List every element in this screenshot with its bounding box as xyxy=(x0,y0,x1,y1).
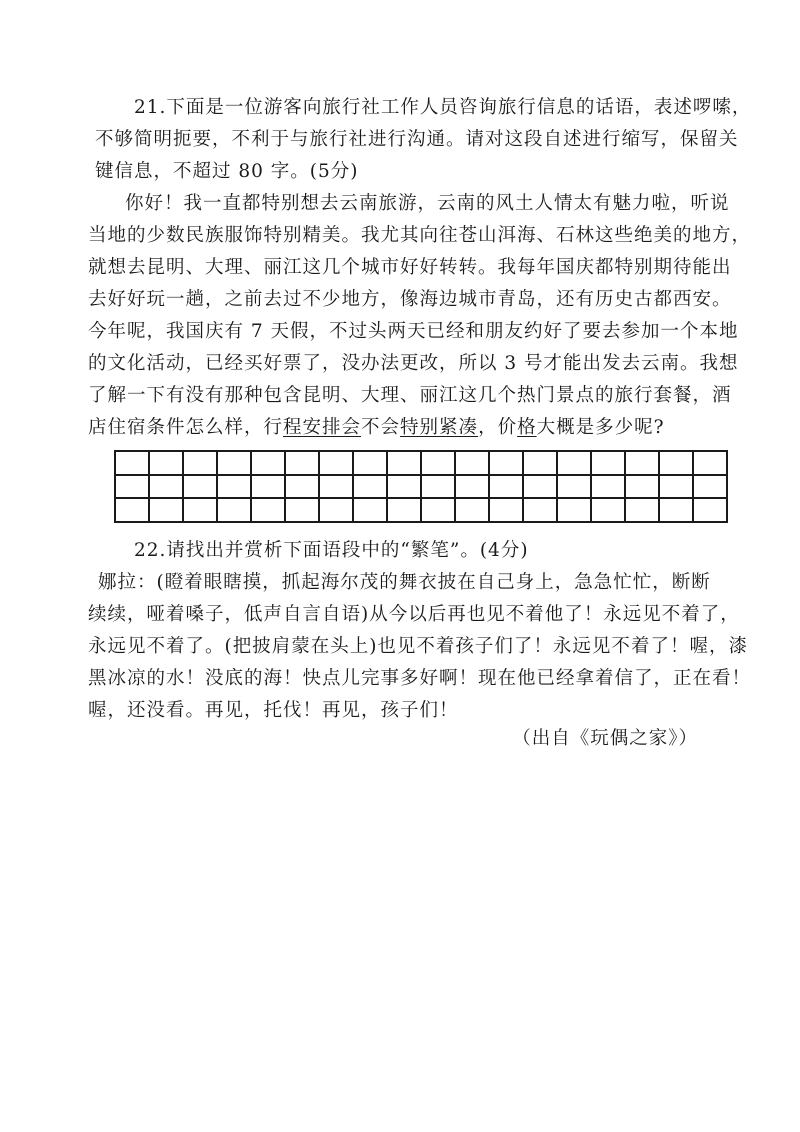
answer-grid-cell[interactable] xyxy=(626,499,660,523)
answer-grid-cell[interactable] xyxy=(252,499,286,523)
answer-grid-cell[interactable] xyxy=(218,499,252,523)
answer-grid-cell[interactable] xyxy=(456,452,490,476)
q22-passage-line-4: 黑冰凉的水！没底的海！快点儿完事多好啊！现在他已经拿着信了，正在看！ xyxy=(88,668,752,689)
q22-passage-line-2: 续续，哑着嗓子，低声自言自语)从今以后再也见不着他了！永远见不着了， xyxy=(88,604,740,625)
q22-source-citation: （出自《玩偶之家》） xyxy=(512,728,698,749)
q21-prompt-line-3: 键信息，不超过 80 字。(5分) xyxy=(95,161,359,182)
answer-grid-cell[interactable] xyxy=(354,499,388,523)
answer-grid-cell[interactable] xyxy=(626,452,660,476)
answer-grid-cell[interactable] xyxy=(660,452,694,476)
answer-grid-cell[interactable] xyxy=(388,499,422,523)
answer-grid-cell[interactable] xyxy=(218,476,252,500)
q21-passage-line-4: 去好好玩一趟，之前去过不少地方，像海边城市青岛，还有历史古都西安。 xyxy=(88,289,732,310)
answer-grid-cell[interactable] xyxy=(558,476,592,500)
answer-grid-cell[interactable] xyxy=(660,476,694,500)
answer-grid-cell[interactable] xyxy=(592,499,626,523)
answer-grid-cell[interactable] xyxy=(320,476,354,500)
answer-grid-cell[interactable] xyxy=(558,499,592,523)
answer-grid-cell[interactable] xyxy=(218,452,252,476)
answer-grid-cell[interactable] xyxy=(626,476,660,500)
answer-grid-cell[interactable] xyxy=(422,476,456,500)
answer-grid-cell[interactable] xyxy=(252,452,286,476)
q21-underlined-phrase-3: 格 xyxy=(517,417,537,438)
answer-grid-cell[interactable] xyxy=(116,452,150,476)
q21-last-line-part-g: 大概是多少呢? xyxy=(536,417,665,438)
answer-grid-cell[interactable] xyxy=(150,476,184,500)
answer-grid-cell[interactable] xyxy=(354,476,388,500)
answer-grid-cell[interactable] xyxy=(490,499,524,523)
answer-grid-cell[interactable] xyxy=(456,476,490,500)
answer-grid-cell[interactable] xyxy=(286,476,320,500)
q21-underlined-phrase-2: 特别紧凑 xyxy=(400,417,479,438)
answer-grid-cell[interactable] xyxy=(524,499,558,523)
answer-grid-cell[interactable] xyxy=(320,499,354,523)
answer-grid-cell[interactable] xyxy=(490,476,524,500)
q21-passage-line-3: 就想去昆明、大理、丽江这几个城市好好转转。我每年国庆都特别期待能出 xyxy=(88,257,732,278)
q21-underlined-phrase-1: 程安排会 xyxy=(283,417,362,438)
q22-passage-line-3: 永远见不着了。(把披肩蒙在头上)也见不着孩子们了！永远见不着了！喔，漆 xyxy=(88,636,748,657)
answer-grid-cell[interactable] xyxy=(694,476,728,500)
q21-passage-line-7: 了解一下有没有那种包含昆明、大理、丽江这几个热门景点的旅行套餐，酒 xyxy=(88,385,732,406)
answer-grid-cell[interactable] xyxy=(184,476,218,500)
q21-passage-line-2: 当地的少数民族服饰特别精美。我尤其向往苍山洱海、石林这些绝美的地方， xyxy=(88,225,752,246)
q21-last-line-part-e: ，价 xyxy=(478,417,518,438)
answer-grid-cell[interactable] xyxy=(388,476,422,500)
answer-grid-cell[interactable] xyxy=(150,499,184,523)
answer-grid-cell[interactable] xyxy=(592,476,626,500)
answer-grid-cell[interactable] xyxy=(252,476,286,500)
q21-prompt-line-1: 21.下面是一位游客向旅行社工作人员咨询旅行信息的话语，表述啰嗦， xyxy=(134,97,752,118)
answer-grid-cell[interactable] xyxy=(422,499,456,523)
answer-grid-cell[interactable] xyxy=(286,499,320,523)
q22-prompt: 22.请找出并赏析下面语段中的“繁笔”。(4分) xyxy=(134,540,529,561)
answer-grid-cell[interactable] xyxy=(150,452,184,476)
answer-grid-cell[interactable] xyxy=(184,452,218,476)
answer-grid-cell[interactable] xyxy=(524,452,558,476)
answer-grid[interactable] xyxy=(114,450,728,523)
q21-passage-line-1: 你好！我一直都特别想去云南旅游，云南的风土人情太有魅力啦，听说 xyxy=(125,193,730,214)
answer-grid-cell[interactable] xyxy=(524,476,558,500)
answer-grid-cell[interactable] xyxy=(184,499,218,523)
q21-last-line-part-a: 店住宿条件怎么样，行 xyxy=(88,417,284,438)
q21-passage-line-6: 的文化活动，已经买好票了，没办法更改，所以 3 号才能出发去云南。我想 xyxy=(88,353,739,374)
answer-grid-cell[interactable] xyxy=(694,499,728,523)
answer-grid-cell[interactable] xyxy=(422,452,456,476)
answer-grid-cell[interactable] xyxy=(354,452,388,476)
answer-grid-cell[interactable] xyxy=(694,452,728,476)
answer-grid-cell[interactable] xyxy=(388,452,422,476)
answer-grid-cell[interactable] xyxy=(116,499,150,523)
q21-last-line-part-c: 不会 xyxy=(361,417,401,438)
q22-passage-line-1: 娜拉：(瞪着眼瞎摸，抓起海尔茂的舞衣披在自己身上，急急忙忙，断断 xyxy=(98,572,711,593)
q21-passage-line-5: 今年呢，我国庆有 7 天假，不过头两天已经和朋友约好了要去参加一个本地 xyxy=(88,321,739,342)
q21-prompt-line-2: 不够简明扼要，不利于与旅行社进行沟通。请对这段自述进行缩写，保留关 xyxy=(95,129,739,150)
answer-grid-cell[interactable] xyxy=(592,452,626,476)
q21-passage-line-8 xyxy=(88,413,665,443)
answer-grid-cell[interactable] xyxy=(490,452,524,476)
answer-grid-cell[interactable] xyxy=(116,476,150,500)
q22-passage-line-5: 喔，还没看。再见，托伐！再见，孩子们！ xyxy=(88,700,459,721)
answer-grid-cell[interactable] xyxy=(320,452,354,476)
answer-grid-cell[interactable] xyxy=(286,452,320,476)
answer-grid-cell[interactable] xyxy=(456,499,490,523)
answer-grid-cell[interactable] xyxy=(660,499,694,523)
answer-grid-cell[interactable] xyxy=(558,452,592,476)
